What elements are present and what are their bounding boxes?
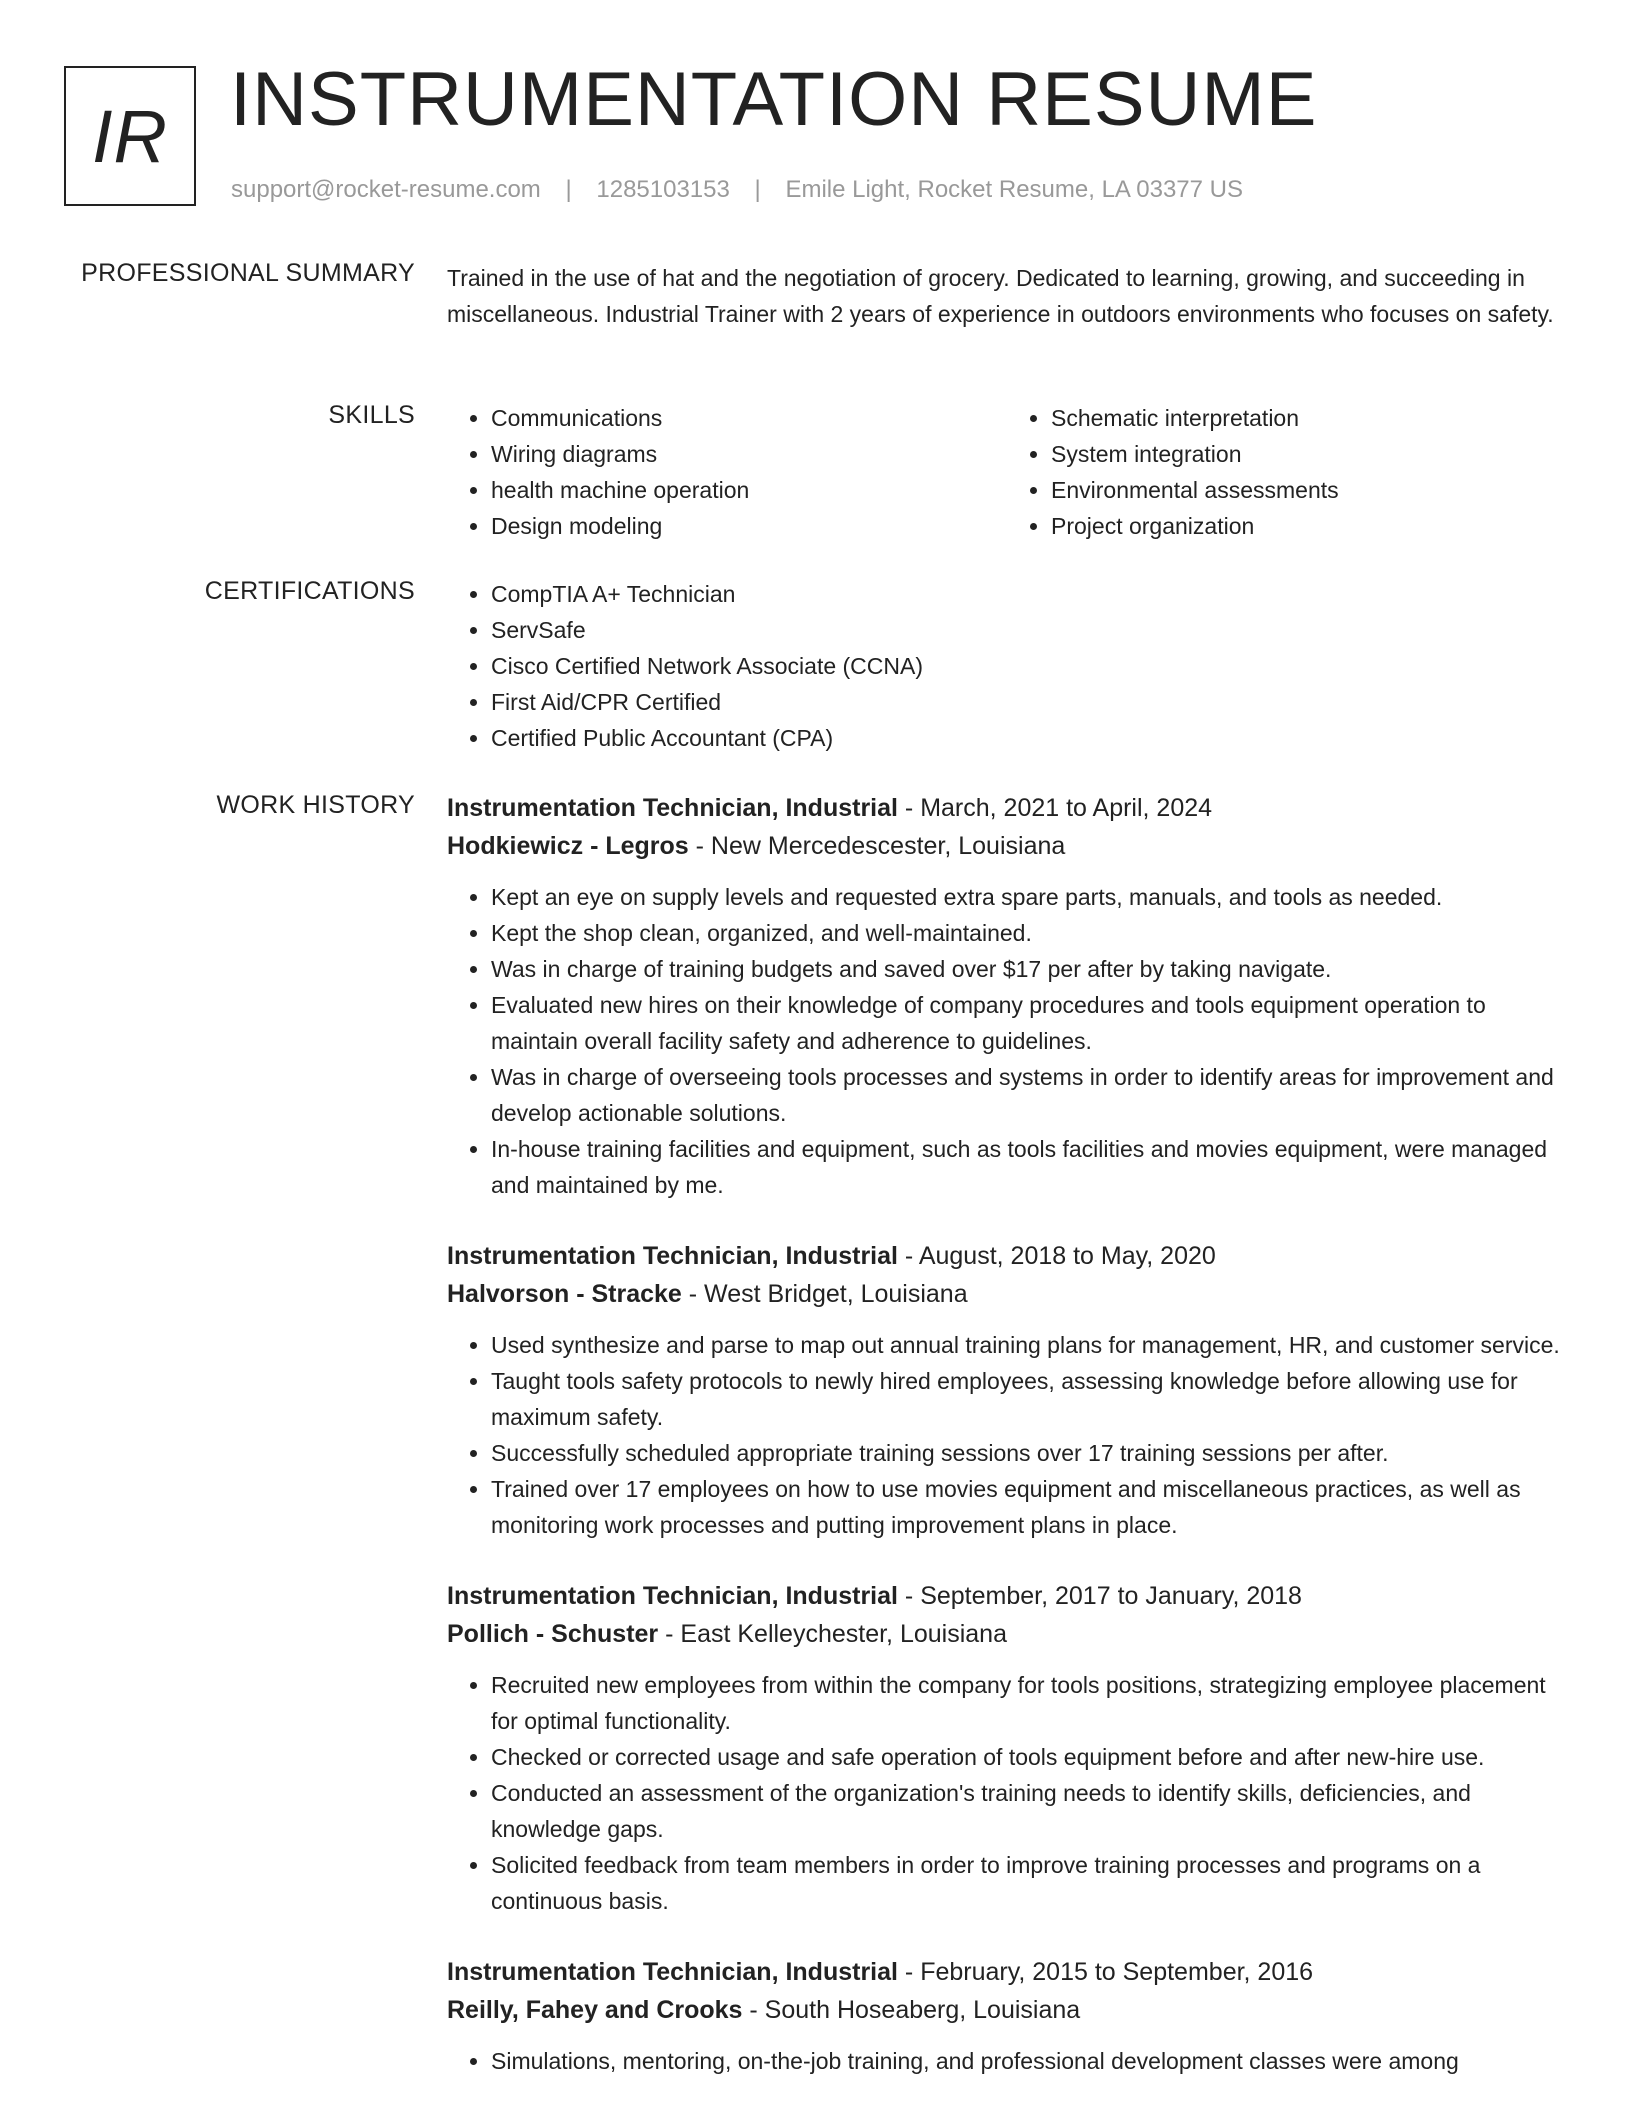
job-bullets — [447, 2043, 1567, 2079]
skills-list-col1 — [447, 400, 1007, 544]
certifications-list — [447, 576, 1567, 756]
job-bullet: • Kept an eye on supply levels and requested extra spare parts, manuals, and tools as needed. — [491, 879, 1567, 915]
contact-address: Emile Light, Rocket Resume, LA 03377 US — [785, 176, 1244, 203]
contact-separator: | — [754, 176, 761, 203]
job-location: - West Bridget, Louisiana — [681, 1280, 968, 1308]
job-bullets — [447, 1667, 1567, 1919]
job-bullet: • Used synthesize and parse to map out annual training plans for management, HR, and customer service. — [491, 1327, 1567, 1363]
job-bullet: • Successfully scheduled appropriate training sessions over 17 training sessions per after. — [491, 1435, 1567, 1471]
certifications-content — [447, 576, 1567, 756]
job-title-line — [447, 1953, 1567, 1991]
job-title: Instrumentation Technician, Industrial — [447, 1958, 898, 1986]
job-location: - South Hoseaberg, Louisiana — [742, 1996, 1081, 2024]
job-title-line — [447, 1577, 1567, 1615]
contact-separator: | — [565, 176, 572, 203]
job-company: Reilly, Fahey and Crooks — [447, 1996, 743, 2024]
skill-item: • Design modeling — [491, 508, 1007, 544]
job-title: Instrumentation Technician, Industrial — [447, 794, 898, 822]
job-bullet: • Recruited new employees from within the company for tools positions, strategizing employee placement for optimal functionality. — [491, 1667, 1567, 1739]
certification-item: • Cisco Certified Network Associate (CCNA) — [491, 648, 1567, 684]
job-company-line — [447, 1275, 1567, 1313]
job-title-line — [447, 789, 1567, 827]
contact-line — [231, 176, 1243, 204]
job-title: Instrumentation Technician, Industrial — [447, 1582, 898, 1610]
certification-item: • Certified Public Accountant (CPA) — [491, 720, 1567, 756]
job-bullet: • Trained over 17 employees on how to use movies equipment and miscellaneous practices, as well as monitoring work processes and putting improvement plans in place. — [491, 1471, 1567, 1543]
skills-list-col2 — [1007, 400, 1567, 544]
job-bullet: • Evaluated new hires on their knowledge of company procedures and tools equipment operation to maintain overall facility safety and adherence to guidelines. — [491, 987, 1567, 1059]
job-title: Instrumentation Technician, Industrial — [447, 1242, 898, 1270]
job-entry — [447, 789, 1567, 1203]
skill-item: • Project organization — [1051, 508, 1567, 544]
job-company: Halvorson - Stracke — [447, 1280, 682, 1308]
job-entry — [447, 1237, 1567, 1543]
job-bullet: • Checked or corrected usage and safe operation of tools equipment before and after new-hire use. — [491, 1739, 1567, 1775]
skill-item: • Communications — [491, 400, 1007, 436]
job-bullet: • Was in charge of overseeing tools processes and systems in order to identify areas for improvement and develop actionable solutions. — [491, 1059, 1567, 1131]
job-entry — [447, 1953, 1567, 2079]
job-company-line — [447, 1615, 1567, 1653]
monogram-box — [64, 66, 196, 206]
job-bullet: • Conducted an assessment of the organization's training needs to identify skills, deficiencies, and knowledge gaps. — [491, 1775, 1567, 1847]
job-company-line — [447, 827, 1567, 865]
job-dates: - September, 2017 to January, 2018 — [897, 1582, 1302, 1610]
job-company-line — [447, 1991, 1567, 2029]
job-bullet: • In-house training facilities and equipment, such as tools facilities and movies equipment, were managed and maintained by me. — [491, 1131, 1567, 1203]
job-bullet: • Kept the shop clean, organized, and well-maintained. — [491, 915, 1567, 951]
work-history-label: WORK HISTORY — [216, 791, 415, 819]
skill-item: • Schematic interpretation — [1051, 400, 1567, 436]
summary-text: Trained in the use of hat and the negotiation of grocery. Dedicated to learning, growing, and succeeding in miscellaneous. Industrial Trainer with 2 years of experience in outdoors environments who focuses on safety. — [447, 265, 1554, 327]
summary-label: PROFESSIONAL SUMMARY — [81, 259, 415, 287]
job-dates: - August, 2018 to May, 2020 — [897, 1242, 1216, 1270]
skill-item: • Wiring diagrams — [491, 436, 1007, 472]
job-bullet: • Solicited feedback from team members in order to improve training processes and programs on a continuous basis. — [491, 1847, 1567, 1919]
skill-item: • System integration — [1051, 436, 1567, 472]
job-bullet: • Taught tools safety protocols to newly hired employees, assessing knowledge before allowing use for maximum safety. — [491, 1363, 1567, 1435]
contact-email: support@rocket-resume.com — [231, 176, 541, 203]
skills-label: SKILLS — [328, 401, 415, 429]
contact-phone: 1285103153 — [596, 176, 730, 203]
job-company: Hodkiewicz - Legros — [447, 832, 689, 860]
job-location: - New Mercedescester, Louisiana — [688, 832, 1066, 860]
summary-content — [447, 260, 1567, 332]
job-dates: - February, 2015 to September, 2016 — [897, 1958, 1314, 1986]
skill-item: • Environmental assessments — [1051, 472, 1567, 508]
resume-title: INSTRUMENTATION RESUME — [230, 57, 1318, 142]
job-bullets — [447, 879, 1567, 1203]
job-bullet: • Simulations, mentoring, on-the-job training, and professional development classes were among — [491, 2043, 1567, 2079]
skills-content — [447, 400, 1567, 544]
certifications-label: CERTIFICATIONS — [204, 577, 415, 605]
job-entry — [447, 1577, 1567, 1919]
job-bullets — [447, 1327, 1567, 1543]
job-location: - East Kelleychester, Louisiana — [658, 1620, 1007, 1648]
job-title-line — [447, 1237, 1567, 1275]
monogram-initials: IR — [92, 94, 168, 178]
certification-item: • CompTIA A+ Technician — [491, 576, 1567, 612]
certification-item: • ServSafe — [491, 612, 1567, 648]
work-history-content — [447, 789, 1567, 2113]
certification-item: • First Aid/CPR Certified — [491, 684, 1567, 720]
job-dates: - March, 2021 to April, 2024 — [897, 794, 1213, 822]
skill-item: • health machine operation — [491, 472, 1007, 508]
job-bullet: • Was in charge of training budgets and saved over $17 per after by taking navigate. — [491, 951, 1567, 987]
job-company: Pollich - Schuster — [447, 1620, 659, 1648]
